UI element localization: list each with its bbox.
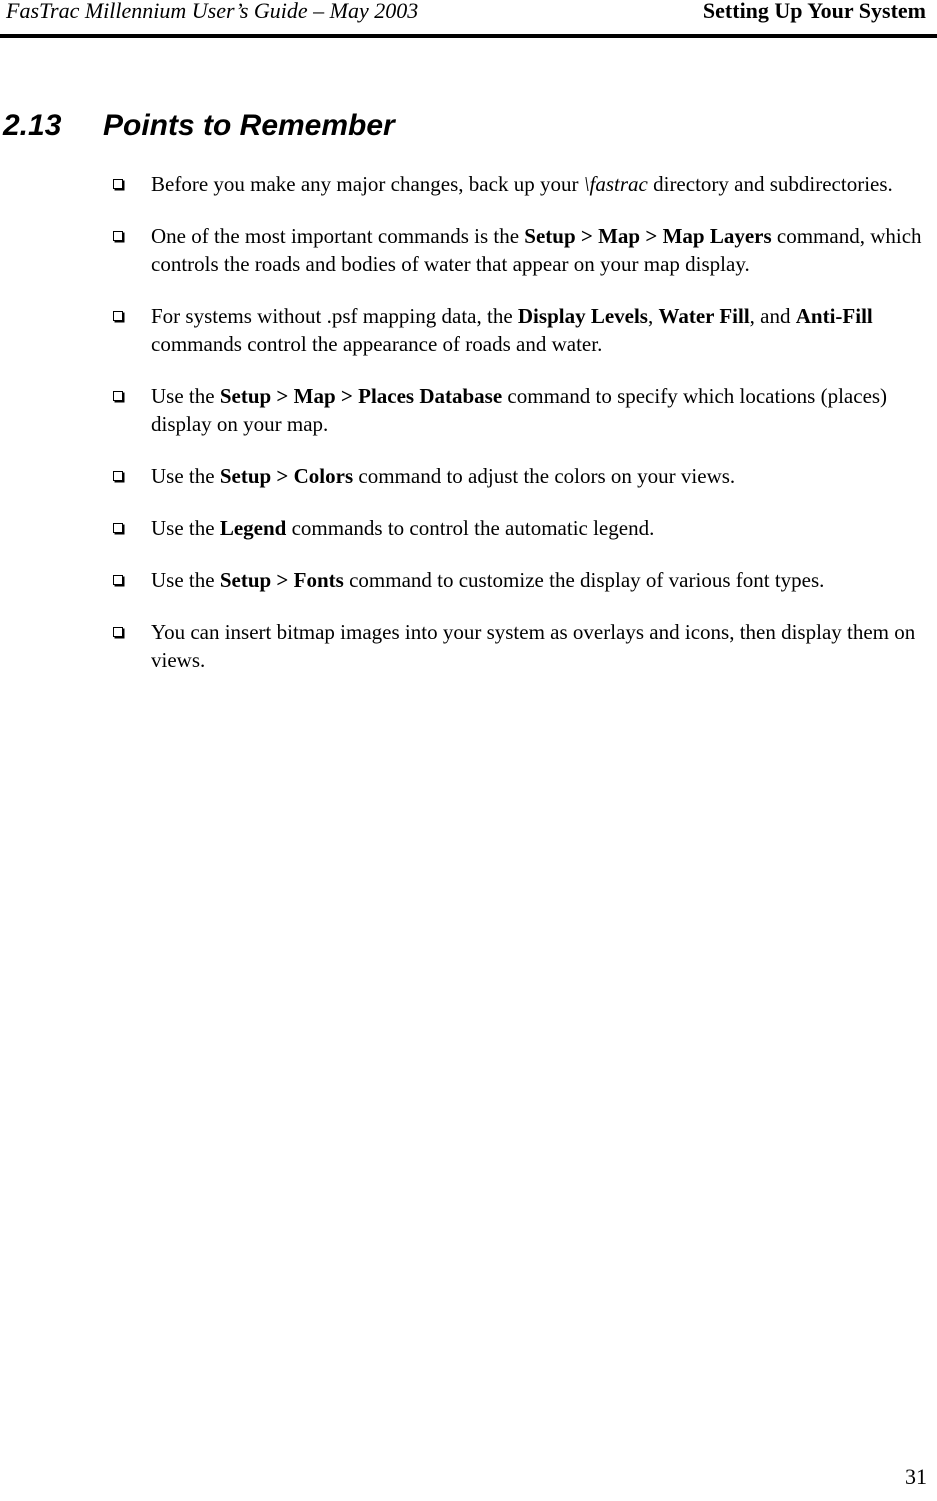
list-item: [0, 302, 937, 358]
directory-name: \fastrac: [583, 172, 648, 196]
page-number: 31: [905, 1464, 927, 1489]
checkbox-bullet-icon: [113, 627, 123, 637]
item-text: One of the most important commands is the: [151, 224, 525, 248]
section-title: Points to Remember: [103, 109, 395, 142]
command-name: Water Fill: [658, 304, 750, 328]
command-name: Legend: [219, 516, 287, 540]
list-item: [0, 514, 937, 542]
item-text: command, which controls the roads and bodies of water that appear on your map display.: [151, 224, 922, 276]
command-name: Setup > Fonts: [219, 568, 344, 592]
list-item: [0, 222, 937, 278]
checkbox-bullet-icon: [113, 231, 123, 241]
command-name: Setup > Map > Map Layers: [524, 224, 772, 248]
list-item: [0, 382, 937, 438]
item-text: Use the: [151, 384, 220, 408]
item-text: Before you make any major changes, back up your: [151, 172, 584, 196]
item-text: , and: [749, 304, 796, 328]
header-document-title: FasTrac Millennium User’s Guide – May 2003: [6, 0, 419, 23]
checkbox-bullet-icon: [113, 179, 123, 189]
running-header: [0, 0, 937, 38]
list-item: [0, 170, 937, 198]
checkbox-bullet-icon: [113, 523, 123, 533]
item-text: directory and subdirectories.: [647, 172, 893, 196]
item-text: command to adjust the colors on your views.: [353, 464, 736, 488]
list-item: [0, 618, 937, 674]
command-name: Display Levels: [517, 304, 648, 328]
list-item: [0, 566, 937, 594]
item-text: You can insert bitmap images into your system as overlays and icons, then display them on views.: [151, 620, 916, 672]
section-number: 2.13: [3, 109, 62, 142]
command-name: Setup > Colors: [219, 464, 354, 488]
points-list: [0, 170, 937, 698]
item-text: commands control the appearance of roads and water.: [151, 332, 603, 356]
section-heading: [3, 106, 395, 146]
command-name: Anti-Fill: [795, 304, 873, 328]
list-item: [0, 462, 937, 490]
item-text: Use the: [151, 464, 220, 488]
item-text: command to specify which locations (places) display on your map.: [151, 384, 888, 436]
checkbox-bullet-icon: [113, 471, 123, 481]
item-text: commands to control the automatic legend.: [286, 516, 655, 540]
item-text: For systems without .psf mapping data, the: [151, 304, 518, 328]
item-text: Use the: [151, 568, 220, 592]
item-text: ,: [647, 304, 659, 328]
checkbox-bullet-icon: [113, 311, 123, 321]
header-chapter-title: Setting Up Your System: [702, 0, 926, 23]
item-text: command to customize the display of various font types.: [343, 568, 825, 592]
command-name: Setup > Map > Places Database: [219, 384, 503, 408]
item-text: Use the: [151, 516, 220, 540]
checkbox-bullet-icon: [113, 575, 123, 585]
checkbox-bullet-icon: [113, 391, 123, 401]
